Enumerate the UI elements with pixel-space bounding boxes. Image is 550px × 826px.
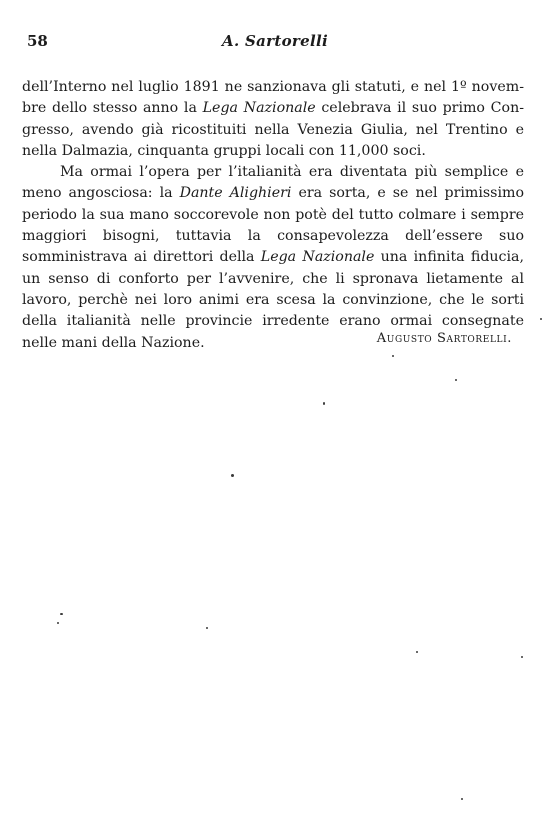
paragraph-2-text-1: Ma ormai l’opera per l’italianità era diventata più semplice e meno angosciosa: la <box>22 164 524 202</box>
author-signature: Augusto Sartorelli. <box>376 331 512 346</box>
paragraph-2-text-3: una infinita fiducia, un senso di conforto per l’avvenire, che li spronava lietamente al lavoro, perchè nei loro animi era scesa la convinzione, che le sorti della italianità nelle provincie irredente erano ormai consegnate nelle mani della Nazione. <box>22 249 525 351</box>
print-speck <box>206 627 208 629</box>
print-speck <box>57 622 59 624</box>
print-speck <box>416 651 418 653</box>
page-number: 58 <box>27 32 48 50</box>
paragraph-2-text-2: era sorta, e se nel primissimo periodo la sua mano soccorevole non potè del tutto colmare i sempre maggiori bisogni, tuttavia la consapevolezza dell’essere suo somministrava ai direttori della <box>22 185 524 266</box>
body-text <box>22 77 524 354</box>
paragraph-1-text-2: celebrava il suo primo Congresso, avendo già ricostituiti nella Venezia Giulia, nel Trentino e nella Dalmazia, cinquanta gruppi locali con 11,000 soci. <box>22 100 525 159</box>
print-speck <box>60 613 63 615</box>
paragraph-2-emphasis-2: Lega Nazionale <box>260 249 375 266</box>
paragraph-2-emphasis-1: Dante Alighieri <box>179 185 292 202</box>
paragraph-1 <box>22 77 524 162</box>
print-speck <box>455 379 457 381</box>
running-head: A. Sartorelli <box>222 32 328 50</box>
paragraph-1-text-1: dell’Interno nel luglio 1891 ne sanzionava gli statuti, e nel 1º novembre dello stesso anno la <box>22 79 524 117</box>
print-speck <box>323 402 325 405</box>
page-header <box>27 32 523 56</box>
print-speck <box>461 798 463 800</box>
print-speck <box>392 355 394 357</box>
paragraph-1-emphasis-1: Lega Nazionale <box>202 100 316 117</box>
print-speck <box>540 318 542 320</box>
print-speck <box>521 656 523 658</box>
paragraph-2 <box>22 162 524 354</box>
print-speck <box>231 474 234 477</box>
